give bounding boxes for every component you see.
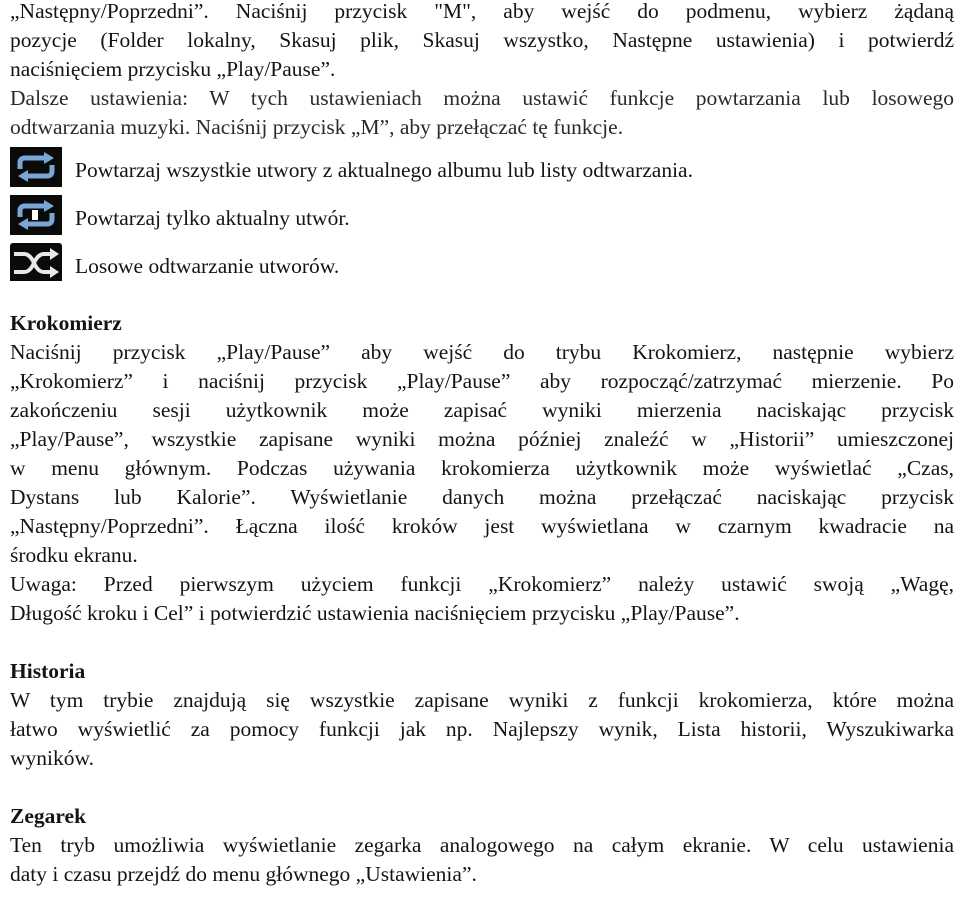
text-line: „Play/Pause”, wszystkie zapisane wyniki można później znaleźć w „Historii” umieszczonej [10,427,954,451]
mode-item-repeat-one [10,195,954,243]
section-zegarek [10,802,954,889]
text-line: Dystans lub Kalorie”. Wyświetlanie danych można przełączać naciskając przycisk [10,485,954,509]
text-line: Dalsze ustawienia: W tych ustawieniach można ustawić funkcje powtarzania lub losowego [10,86,954,110]
mode-label: Powtarzaj tylko aktualny utwór. [75,206,350,230]
section-heading: Krokomierz [10,311,122,335]
text-line: Uwaga: Przed pierwszym użyciem funkcji „Krokomierz” należy ustawić swoją „Wagę, [10,572,954,596]
mode-label: Powtarzaj wszystkie utwory z aktualnego albumu lub listy odtwarzania. [75,158,693,182]
section-note [10,570,954,628]
text-line: łatwo wyświetlić za pomocy funkcji jak np. Najlepszy wynik, Lista historii, Wyszukiwarka [10,717,954,741]
text-line: Naciśnij przycisk „Play/Pause” aby wejść do trybu Krokomierz, następnie wybierz [10,340,954,364]
playback-modes-list [10,147,954,291]
section-krokomierz [10,309,954,628]
spacer [10,628,954,657]
intro-paragraph [10,0,954,84]
section-historia [10,657,954,773]
shuffle-icon [10,243,62,279]
document-page [10,0,954,889]
section-heading: Zegarek [10,804,87,828]
section-body [10,831,954,889]
text-line: wyników. [10,746,95,770]
text-line: „Następny/Poprzedni”. Naciśnij przycisk "M", aby wejść do podmenu, wybierz żądaną [10,0,954,23]
repeat-one-icon [10,195,62,235]
repeat-all-icon [10,147,62,187]
mode-item-repeat-all [10,147,954,195]
mode-item-shuffle [10,243,954,291]
text-line: środku ekranu. [10,543,138,567]
text-line: Ten tryb umożliwia wyświetlanie zegarka analogowego na całym ekranie. W celu ustawienia [10,833,954,857]
text-line: daty i czasu przejdź do menu głównego „Ustawienia”. [10,862,477,886]
section-body [10,338,954,570]
section-body [10,686,954,773]
text-line: w menu głównym. Podczas używania krokomierza użytkownik może wyświetlać „Czas, [10,456,954,480]
text-line: zakończeniu sesji użytkownik może zapisać wyniki mierzenia naciskając przycisk [10,398,954,422]
further-settings-paragraph [10,84,954,142]
text-line: Długość kroku i Cel” i potwierdzić ustawienia naciśnięciem przycisku „Play/Pause”. [10,601,740,625]
spacer [10,773,954,802]
mode-label: Losowe odtwarzanie utworów. [75,254,340,278]
section-heading: Historia [10,659,86,683]
text-line: naciśnięciem przycisku „Play/Pause”. [10,57,336,81]
text-line: „Krokomierz” i naciśnij przycisk „Play/Pause” aby rozpocząć/zatrzymać mierzenie. Po [10,369,954,393]
text-line: „Następny/Poprzedni”. Łączna ilość kroków jest wyświetlana w czarnym kwadracie na [10,514,954,538]
text-line: pozycje (Folder lokalny, Skasuj plik, Skasuj wszystko, Następne ustawienia) i potwierdź [10,28,954,52]
text-line: odtwarzania muzyki. Naciśnij przycisk „M”, aby przełączać tę funkcje. [10,115,624,139]
text-line: W tym trybie znajdują się wszystkie zapisane wyniki z funkcji krokomierza, które można [10,688,954,712]
